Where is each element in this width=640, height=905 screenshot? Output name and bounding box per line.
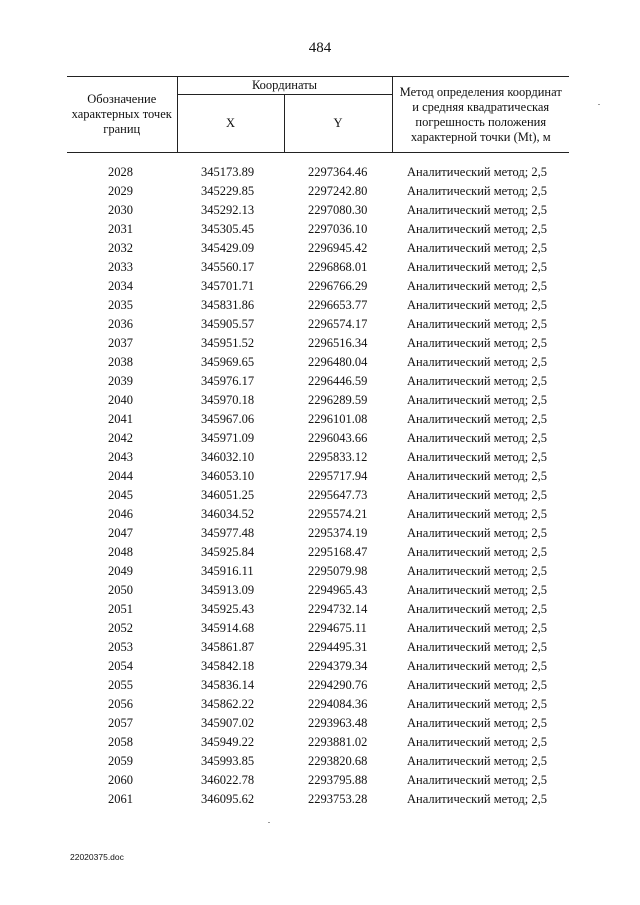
y-cell: 2294084.36: [308, 697, 368, 711]
y-cell: 2293820.68: [308, 754, 368, 768]
x-cell: 346051.25: [201, 488, 255, 502]
y-cell: 2295168.47: [308, 545, 368, 559]
point-cell: 2038: [108, 355, 133, 369]
method-cell: Аналитический метод; 2,5: [407, 754, 547, 768]
x-cell: 345861.87: [201, 640, 255, 654]
method-cell: Аналитический метод; 2,5: [407, 678, 547, 692]
table-row: [67, 201, 569, 220]
y-cell: 2295647.73: [308, 488, 368, 502]
point-cell: 2060: [108, 773, 133, 787]
point-cell: 2047: [108, 526, 133, 540]
x-cell: 345925.84: [201, 545, 255, 559]
table-row: [67, 505, 569, 524]
header-x: X: [177, 95, 284, 153]
point-cell: 2029: [108, 184, 133, 198]
y-cell: 2296945.42: [308, 241, 368, 255]
point-cell: 2031: [108, 222, 133, 236]
table-row: [67, 581, 569, 600]
point-cell: 2059: [108, 754, 133, 768]
point-cell: 2035: [108, 298, 133, 312]
table-row: [67, 182, 569, 201]
y-cell: 2297364.46: [308, 165, 368, 179]
table-row: [67, 220, 569, 239]
method-cell: Аналитический метод; 2,5: [407, 298, 547, 312]
x-cell: 345967.06: [201, 412, 255, 426]
method-cell: Аналитический метод; 2,5: [407, 279, 547, 293]
header-coordinates: Координаты: [177, 77, 392, 95]
x-cell: 345831.86: [201, 298, 255, 312]
x-cell: 345836.14: [201, 678, 255, 692]
x-cell: 345842.18: [201, 659, 255, 673]
y-cell: 2296043.66: [308, 431, 368, 445]
x-cell: 345229.85: [201, 184, 255, 198]
scan-speck: [268, 822, 270, 823]
method-cell: Аналитический метод; 2,5: [407, 602, 547, 616]
point-cell: 2028: [108, 165, 133, 179]
y-cell: 2296516.34: [308, 336, 368, 350]
table-row: [67, 429, 569, 448]
table-row: [67, 258, 569, 277]
point-cell: 2034: [108, 279, 133, 293]
point-cell: 2056: [108, 697, 133, 711]
method-cell: Аналитический метод; 2,5: [407, 317, 547, 331]
table-row: [67, 239, 569, 258]
y-cell: 2295833.12: [308, 450, 368, 464]
y-cell: 2294495.31: [308, 640, 368, 654]
coordinates-table: [67, 76, 569, 809]
table-row: [67, 714, 569, 733]
x-cell: 345560.17: [201, 260, 255, 274]
table-row: [67, 600, 569, 619]
point-cell: 2054: [108, 659, 133, 673]
x-cell: 345976.17: [201, 374, 255, 388]
point-cell: 2057: [108, 716, 133, 730]
x-cell: 345429.09: [201, 241, 255, 255]
point-cell: 2050: [108, 583, 133, 597]
table-row: [67, 410, 569, 429]
x-cell: 345993.85: [201, 754, 255, 768]
y-cell: 2294290.76: [308, 678, 368, 692]
y-cell: 2295717.94: [308, 469, 368, 483]
x-cell: 345913.09: [201, 583, 255, 597]
method-cell: Аналитический метод; 2,5: [407, 488, 547, 502]
point-cell: 2051: [108, 602, 133, 616]
point-cell: 2058: [108, 735, 133, 749]
table-row: [67, 543, 569, 562]
table-row: [67, 448, 569, 467]
table-row: [67, 391, 569, 410]
header-y: Y: [284, 95, 392, 153]
method-cell: Аналитический метод; 2,5: [407, 260, 547, 274]
table-row: [67, 334, 569, 353]
point-cell: 2036: [108, 317, 133, 331]
x-cell: 345173.89: [201, 165, 255, 179]
method-cell: Аналитический метод; 2,5: [407, 222, 547, 236]
method-cell: Аналитический метод; 2,5: [407, 697, 547, 711]
method-cell: Аналитический метод; 2,5: [407, 431, 547, 445]
method-cell: Аналитический метод; 2,5: [407, 545, 547, 559]
point-cell: 2049: [108, 564, 133, 578]
page-number: 484: [308, 40, 332, 56]
point-cell: 2044: [108, 469, 133, 483]
y-cell: 2294675.11: [308, 621, 367, 635]
table-row: [67, 372, 569, 391]
x-cell: 346095.62: [201, 792, 255, 806]
table-row: [67, 467, 569, 486]
y-cell: 2297036.10: [308, 222, 368, 236]
method-cell: Аналитический метод; 2,5: [407, 583, 547, 597]
y-cell: 2294965.43: [308, 583, 368, 597]
point-cell: 2048: [108, 545, 133, 559]
point-cell: 2052: [108, 621, 133, 635]
document-filename: 22020375.doc: [70, 852, 124, 862]
y-cell: 2295079.98: [308, 564, 368, 578]
table-row: [67, 277, 569, 296]
scan-speck: [598, 104, 600, 105]
table-row: [67, 353, 569, 372]
y-cell: 2293881.02: [308, 735, 368, 749]
table-row: [67, 733, 569, 752]
point-cell: 2039: [108, 374, 133, 388]
method-cell: Аналитический метод; 2,5: [407, 640, 547, 654]
y-cell: 2294379.34: [308, 659, 368, 673]
y-cell: 2296574.17: [308, 317, 368, 331]
x-cell: 345305.45: [201, 222, 255, 236]
method-cell: Аналитический метод; 2,5: [407, 241, 547, 255]
table-row: [67, 562, 569, 581]
point-cell: 2041: [108, 412, 133, 426]
table-row: [67, 638, 569, 657]
method-cell: Аналитический метод; 2,5: [407, 374, 547, 388]
method-cell: Аналитический метод; 2,5: [407, 165, 547, 179]
x-cell: 345905.57: [201, 317, 255, 331]
y-cell: 2295574.21: [308, 507, 368, 521]
table-row: [67, 695, 569, 714]
table-row: [67, 657, 569, 676]
x-cell: 345292.13: [201, 203, 255, 217]
method-cell: Аналитический метод; 2,5: [407, 412, 547, 426]
header-method: Метод определения координат и средняя квадратическая погрешность положения характерной точки (Mt), м: [392, 77, 569, 153]
point-cell: 2040: [108, 393, 133, 407]
table-row: [67, 486, 569, 505]
x-cell: 345907.02: [201, 716, 255, 730]
point-cell: 2033: [108, 260, 133, 274]
y-cell: 2296101.08: [308, 412, 368, 426]
method-cell: Аналитический метод; 2,5: [407, 659, 547, 673]
table-row: [67, 771, 569, 790]
point-cell: 2045: [108, 488, 133, 502]
table-row: [67, 524, 569, 543]
method-cell: Аналитический метод; 2,5: [407, 621, 547, 635]
y-cell: 2293753.28: [308, 792, 368, 806]
x-cell: 346053.10: [201, 469, 255, 483]
point-cell: 2042: [108, 431, 133, 445]
x-cell: 345970.18: [201, 393, 255, 407]
point-cell: 2037: [108, 336, 133, 350]
x-cell: 345925.43: [201, 602, 255, 616]
method-cell: Аналитический метод; 2,5: [407, 507, 547, 521]
method-cell: Аналитический метод; 2,5: [407, 355, 547, 369]
header-point-designation: Обозначение характерных точек границ: [67, 77, 177, 153]
y-cell: 2293795.88: [308, 773, 368, 787]
x-cell: 345916.11: [201, 564, 254, 578]
x-cell: 345951.52: [201, 336, 255, 350]
table-row: [67, 752, 569, 771]
x-cell: 345701.71: [201, 279, 255, 293]
method-cell: Аналитический метод; 2,5: [407, 792, 547, 806]
y-cell: 2296766.29: [308, 279, 368, 293]
y-cell: 2293963.48: [308, 716, 368, 730]
y-cell: 2297242.80: [308, 184, 368, 198]
point-cell: 2043: [108, 450, 133, 464]
point-cell: 2055: [108, 678, 133, 692]
method-cell: Аналитический метод; 2,5: [407, 184, 547, 198]
method-cell: Аналитический метод; 2,5: [407, 203, 547, 217]
method-cell: Аналитический метод; 2,5: [407, 469, 547, 483]
x-cell: 346032.10: [201, 450, 255, 464]
y-cell: 2296446.59: [308, 374, 368, 388]
y-cell: 2297080.30: [308, 203, 368, 217]
x-cell: 345977.48: [201, 526, 255, 540]
table-row: [67, 790, 569, 809]
table-row: [67, 676, 569, 695]
x-cell: 345862.22: [201, 697, 255, 711]
point-cell: 2046: [108, 507, 133, 521]
method-cell: Аналитический метод; 2,5: [407, 450, 547, 464]
y-cell: 2296653.77: [308, 298, 368, 312]
y-cell: 2296289.59: [308, 393, 368, 407]
method-cell: Аналитический метод; 2,5: [407, 336, 547, 350]
method-cell: Аналитический метод; 2,5: [407, 773, 547, 787]
x-cell: 345949.22: [201, 735, 255, 749]
method-cell: Аналитический метод; 2,5: [407, 393, 547, 407]
y-cell: 2295374.19: [308, 526, 368, 540]
x-cell: 345971.09: [201, 431, 255, 445]
table-row: [67, 619, 569, 638]
point-cell: 2053: [108, 640, 133, 654]
point-cell: 2061: [108, 792, 133, 806]
x-cell: 345914.68: [201, 621, 255, 635]
x-cell: 346034.52: [201, 507, 255, 521]
method-cell: Аналитический метод; 2,5: [407, 735, 547, 749]
table-row: [67, 296, 569, 315]
method-cell: Аналитический метод; 2,5: [407, 716, 547, 730]
x-cell: 345969.65: [201, 355, 255, 369]
y-cell: 2296480.04: [308, 355, 368, 369]
point-cell: 2032: [108, 241, 133, 255]
point-cell: 2030: [108, 203, 133, 217]
method-cell: Аналитический метод; 2,5: [407, 564, 547, 578]
x-cell: 346022.78: [201, 773, 255, 787]
method-cell: Аналитический метод; 2,5: [407, 526, 547, 540]
y-cell: 2294732.14: [308, 602, 368, 616]
table-row: [67, 153, 569, 183]
y-cell: 2296868.01: [308, 260, 368, 274]
table-row: [67, 315, 569, 334]
